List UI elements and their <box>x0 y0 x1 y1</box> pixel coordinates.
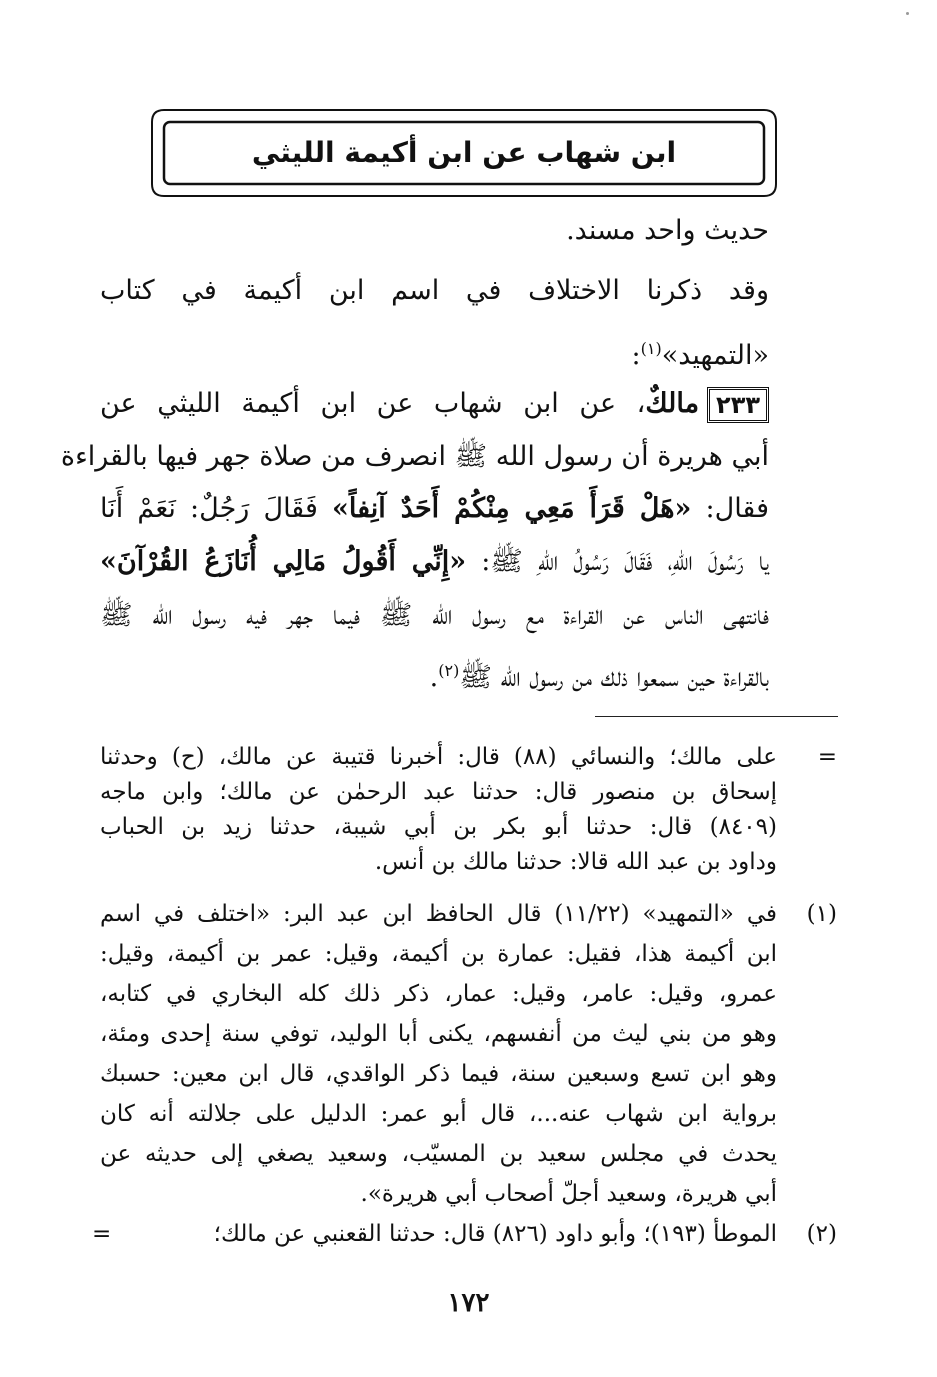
footnote-1-line-8: أبي هريرة، وسعيد أجلّ أصحاب أبي هريرة». <box>360 1181 777 1207</box>
body-line-4 <box>100 385 769 423</box>
body-line-8: فانتهى الناس عن القراءة مع رسول الله ﷺ فيما جهر فيه رسول الله ﷺ <box>100 600 769 631</box>
body-line-5: أبي هريرة أن رسول الله ﷺ انصرف من صلاة جهر فيها بالقراءة <box>60 441 769 472</box>
text-segment: بالقراءة حين سمعوا ذلك من رسول الله ﷺ <box>459 662 769 693</box>
footnote-cont-line-2: إسحاق بن منصور قال: حدثنا عبد الرحمٰن عن مالك؛ وابن ماجه <box>100 779 777 805</box>
footnote-cont-line-1: على مالك؛ والنسائي (٨٨) قال: أخبرنا قتيبة عن مالك، (ح) وحدثنا <box>100 744 777 770</box>
footnote-1-line-3: عمرو، وقيل: عامر، وقيل: عمار، ذكر ذلك كله البخاري في كتابه، <box>100 981 777 1007</box>
body-line-3 <box>632 330 770 375</box>
hadith-quote-1: «هَلْ قَرَأَ مَعِي مِنْكُمْ أَحَدٌ آنِفاً» <box>332 493 692 524</box>
footnote-1-line-2: ابن أكيمة هذا، فقيل: عمارة بن أكيمة، وقيل: عمر بن أكيمة، وقيل: <box>100 941 777 967</box>
footnote-1-marker: (١) <box>806 901 837 927</box>
text-segment: فَقَالَ رَجُلٌ: نَعَمْ أَنَا <box>100 493 333 524</box>
page-number: ١٧٢ <box>447 1288 490 1318</box>
body-line-7 <box>100 543 769 581</box>
footnote-cont-line-3: (٨٤٠٩) قال: حدثنا أبو بكر بن أبي شيبة، حدثنا زيد بن الحباب <box>100 814 777 840</box>
footnote-2-line-1: الموطأ (١٩٣)؛ وأبو داود (٨٢٦) قال: حدثنا القعنبي عن مالك؛ <box>213 1221 777 1247</box>
footnote-ref-1: (١) <box>640 339 662 358</box>
body-line-9 <box>430 652 769 697</box>
text-segment: فقال: <box>691 493 769 524</box>
footnote-2-marker: (٢) <box>806 1221 837 1247</box>
footnote-continuation-marker: = <box>817 744 837 770</box>
footnote-separator <box>595 716 838 717</box>
footnote-1-line-6: برواية ابن شهاب عنه...، قال أبو عمر: الدليل على جلالته أنه كان <box>100 1101 777 1127</box>
period: . <box>429 662 439 693</box>
text-segment: يا رَسُولَ اللهِ، فَقَالَ رَسُولُ اللهِ ﷺ: <box>466 546 769 577</box>
colon: : <box>631 340 641 371</box>
footnote-cont-line-4: وداود بن عبد الله قالا: حدثنا مالك بن أنس. <box>374 849 777 875</box>
scan-speck <box>906 12 909 15</box>
hadith-number-box: ٢٣٣ <box>707 387 769 423</box>
footnote-1-line-1: في «التمهيد» (١١/٢٢) قال الحافظ ابن عبد البر: «اختلف في اسم <box>100 901 778 927</box>
tamhid-ref: «التمهيد» <box>661 340 769 371</box>
footnote-ref-2: (٢) <box>438 661 460 680</box>
body-line-2: وقد ذكرنا الاختلاف في اسم ابن أكيمة في كتاب <box>100 275 769 306</box>
footnote-1-line-7: يحدث في مجلس سعيد بن المسيّب، وسعيد يصغي إلى حديثه عن <box>100 1141 777 1167</box>
body-line-1: حديث واحد مسند. <box>566 215 769 246</box>
footnote-1-line-5: وهو ابن تسع وسبعين سنة، فيما ذكر الواقدي، قال ابن معين: حسبك <box>100 1061 777 1087</box>
body-line-6 <box>100 490 769 528</box>
chain-text: ، عن ابن شهاب عن ابن أكيمة الليثي عن <box>100 388 646 419</box>
hadith-quote-2: «إِنِّي أَقُولُ مَالِي أُنَازَعُ القُرْآنَ» <box>100 546 467 577</box>
footnote-1-line-4: وهو من بني ليث من أنفسهم، يكنى أبا الوليد، توفي سنة إحدى ومئة، <box>100 1021 777 1047</box>
narrator-name: مالكٌ <box>645 388 700 419</box>
section-title: ابن شهاب عن ابن أكيمة الليثي <box>251 136 677 169</box>
footnote-2-continues-marker: = <box>92 1221 112 1247</box>
